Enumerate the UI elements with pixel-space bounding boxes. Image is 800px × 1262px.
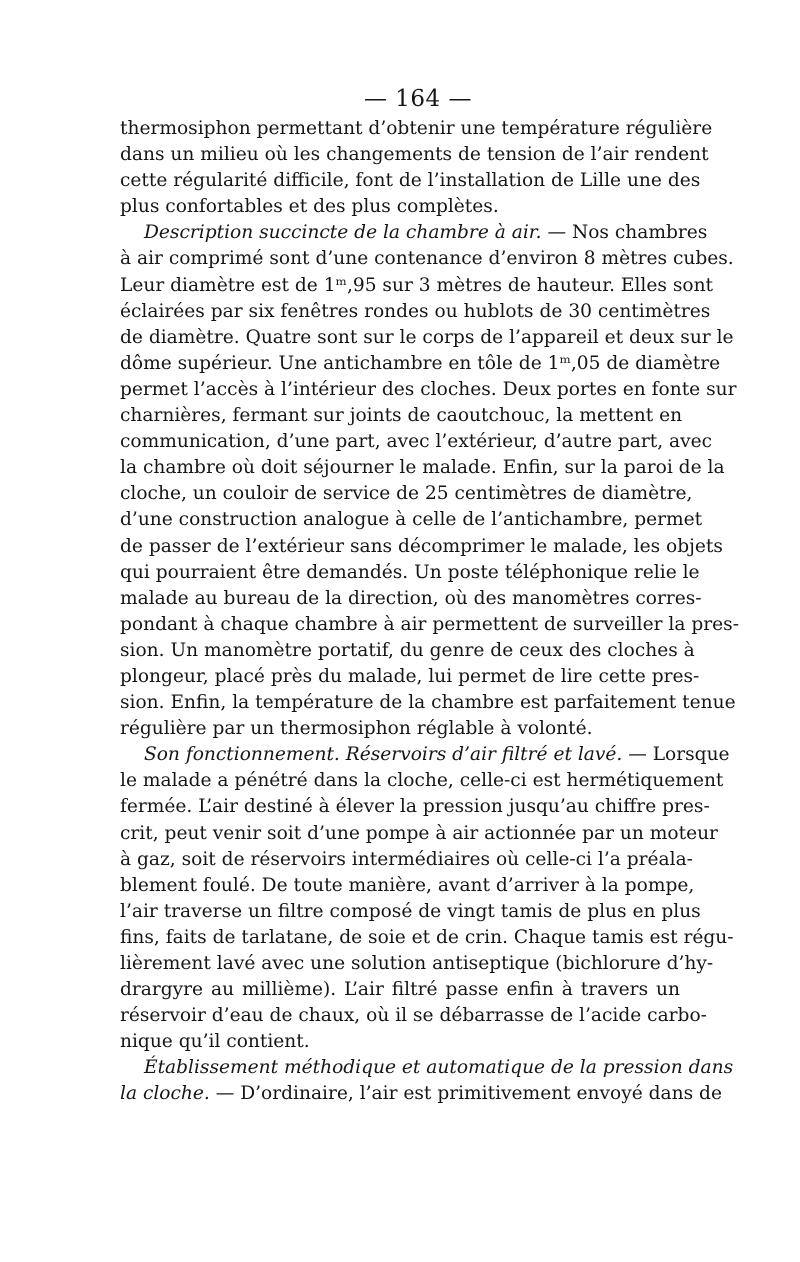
text-line <box>120 246 734 272</box>
line-text: dans un milieu où les changements de tension de l’air rendent <box>120 144 709 166</box>
book-page <box>120 84 739 1108</box>
text-line <box>120 899 701 925</box>
page-number: — 164 — <box>363 86 473 112</box>
text-line <box>120 1081 722 1107</box>
line-text: à gaz, soit de réservoirs intermédiaires où celle-ci l’a préala- <box>120 848 693 870</box>
line-text: à air comprimé sont d’une contenance d’environ 8 mètres cubes. <box>120 248 734 270</box>
line-text: l’air traverse un filtre composé de vingt tamis de plus en plus <box>120 900 701 922</box>
line-text: éclairées par six fenêtres rondes ou hublots de 30 centimètres <box>120 300 711 322</box>
line-text: cette régularité difficile, font de l’installation de Lille une des <box>120 170 701 192</box>
text-line <box>120 612 739 638</box>
line-text: cloche, un couloir de service de 25 centimètres de diamètre, <box>120 483 693 505</box>
line-text: réservoir d’eau de chaux, où il se débarrasse de l’acide carbo- <box>120 1005 707 1027</box>
line-text: d’une construction analogue à celle de l’antichambre, permet <box>120 509 703 531</box>
line-text: — Nos chambres <box>541 222 708 244</box>
line-text: lièrement lavé avec une solution antiseptique (bichlorure d’hy- <box>120 953 714 974</box>
line-text: communication, d’une part, avec l’extérieur, d’autre part, avec <box>120 431 713 453</box>
text-line <box>120 1029 680 1055</box>
text-line <box>120 142 709 168</box>
line-text: permet l’accès à l’intérieur des cloches. Deux portes en fonte sur <box>120 378 737 400</box>
text-line <box>120 821 718 847</box>
text-line <box>120 220 708 246</box>
section-heading: Description succincte de la chambre à air. <box>144 222 542 244</box>
text-line <box>120 768 724 794</box>
text-line <box>120 873 695 899</box>
text-line <box>120 742 730 768</box>
line-text: qui pourraient être demandés. Un poste téléphonique relie le <box>120 561 700 583</box>
text-line <box>120 690 736 716</box>
text-line <box>120 638 695 664</box>
section-heading: Son fonctionnement. Réservoirs d’air filtré et lavé. <box>144 744 623 766</box>
line-text: la chambre où doit séjourner le malade. Enfin, sur la paroi de la <box>120 457 725 479</box>
line-text: blement foulé. De toute manière, avant d’arriver à la pompe, <box>120 874 695 896</box>
line-text: drargyre au millième). L’air filtré passe enfin à travers un <box>120 979 680 1001</box>
text-line <box>120 325 734 351</box>
text-line <box>120 847 693 873</box>
line-text: plongeur, placé près du malade, lui permet de lire cette pres- <box>120 665 700 687</box>
line-text: — D’ordinaire, l’air est primitivement envoyé dans de <box>209 1083 722 1105</box>
text-line <box>120 273 714 299</box>
text-line <box>120 194 680 220</box>
section-heading: Établissement méthodique et automatique de la pression dans <box>144 1057 734 1079</box>
text-line <box>120 951 714 977</box>
text-line <box>120 403 683 429</box>
text-line <box>120 351 721 377</box>
text-line <box>120 586 702 612</box>
line-text: de passer de l’extérieur sans décomprimer le malade, les objets <box>120 535 723 557</box>
line-text: fermée. L’air destiné à élever la pression jusqu’au chiffre pres- <box>120 796 710 818</box>
text-line <box>120 168 701 194</box>
line-text: pondant à chaque chambre à air permettent de surveiller la pres- <box>120 613 739 635</box>
text-line <box>120 664 700 690</box>
line-text: sion. Un manomètre portatif, du genre de ceux des cloches à <box>120 639 695 661</box>
line-text: charnières, fermant sur joints de caoutchouc, la mettent en <box>120 405 683 427</box>
text-line <box>120 429 713 455</box>
line-text: crit, peut venir soit d’une pompe à air actionnée par un moteur <box>120 822 718 844</box>
line-text: sion. Enfin, la température de la chambre est parfaitement tenue <box>120 692 736 714</box>
line-text: malade au bureau de la direction, où des manomètres corres- <box>120 587 702 609</box>
text-line <box>120 1055 734 1081</box>
text-line <box>120 560 700 586</box>
line-text: régulière par un thermosiphon réglable à volonté. <box>120 718 593 740</box>
text-line <box>120 299 711 325</box>
text-line <box>120 925 734 951</box>
line-text: le malade a pénétré dans la cloche, celle-ci est hermétiquement <box>120 770 724 792</box>
line-text: — Lorsque <box>622 744 730 766</box>
line-text: plus confortables et des plus complètes. <box>120 196 499 218</box>
line-text: nique qu’il contient. <box>120 1031 310 1053</box>
text-line <box>120 1003 707 1029</box>
text-line <box>120 507 703 533</box>
text-line <box>120 377 737 403</box>
text-line <box>120 534 723 560</box>
section-heading: la cloche. <box>120 1083 210 1105</box>
line-text: fins, faits de tarlatane, de soie et de crin. Chaque tamis est régu- <box>120 926 734 948</box>
line-text: thermosiphon permettant d’obtenir une température régulière <box>120 118 713 139</box>
line-text: dôme supérieur. Une antichambre en tôle de 1ᵐ,05 de diamètre <box>120 352 721 374</box>
line-text: Leur diamètre est de 1ᵐ,95 sur 3 mètres de hauteur. Elles sont <box>120 274 714 296</box>
text-line <box>120 794 710 820</box>
text-line <box>120 116 713 142</box>
text-line <box>120 716 680 742</box>
text-line <box>120 455 725 481</box>
body-text <box>120 116 739 1108</box>
text-line <box>120 977 680 1003</box>
line-text: de diamètre. Quatre sont sur le corps de l’appareil et deux sur le <box>120 326 734 348</box>
text-line <box>120 481 693 507</box>
